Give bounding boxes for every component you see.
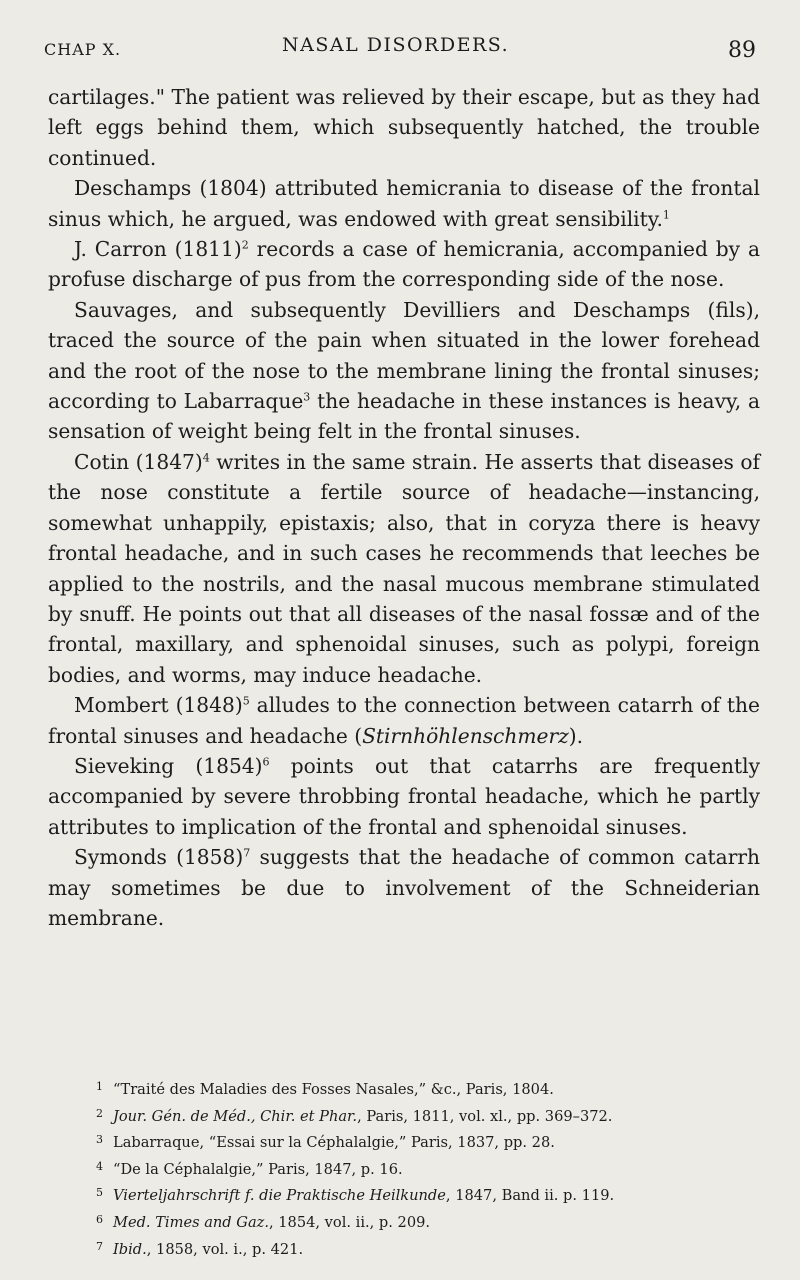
footnote-5 <box>96 1181 786 1208</box>
footnote-mark: 1 <box>96 1080 103 1093</box>
footnote-source: Jour. Gén. de Méd., Chir. et Phar. <box>113 1107 358 1125</box>
footnote-mark: 6 <box>96 1212 103 1226</box>
paragraph-symonds <box>48 842 760 933</box>
footnote-ref[interactable]: 7 <box>243 846 251 860</box>
chapter-label: CHAP X. <box>44 40 122 59</box>
paragraph-sieveking <box>48 751 760 842</box>
footnote-4 <box>96 1155 786 1182</box>
footnote-ref[interactable]: 6 <box>262 755 270 769</box>
footnote-1 <box>96 1075 786 1102</box>
footnote-3 <box>96 1128 786 1155</box>
running-title: NASAL DISORDERS. <box>282 34 510 56</box>
page-number: 89 <box>728 38 756 63</box>
running-header <box>0 34 800 74</box>
footnote-7 <box>96 1235 786 1262</box>
paragraph-text: points out that catarrhs are frequently accompanied by severe throbbing frontal headache, which he partly attributes to implication of the frontal and sphenoidal sinuses. <box>48 753 760 839</box>
body-text <box>48 82 760 933</box>
footnote-text: , 1847, Band ii. p. 119. <box>445 1187 615 1205</box>
paragraph-text: Cotin (1847) <box>74 449 203 474</box>
footnote-text: , Paris, 1811, vol. xl., pp. 369–372. <box>357 1107 613 1125</box>
footnote-source: Med. Times and Gaz. <box>113 1213 269 1231</box>
paragraph-text: Sieveking (1854) <box>74 753 263 778</box>
paragraph-cotin <box>48 447 760 690</box>
footnote-text: “Traité des Maladies des Fosses Nasales,” &c., Paris, 1804. <box>113 1081 554 1098</box>
footnote-ref[interactable]: 5 <box>242 694 250 708</box>
footnote-source: Ibid. <box>113 1240 147 1258</box>
footnote-ref[interactable]: 4 <box>202 451 210 465</box>
paragraph-text: suggests that the headache of common catarrh may sometimes be due to involvement of the Schneiderian membrane. <box>48 845 760 930</box>
footnote-text: , 1858, vol. i., p. 421. <box>146 1240 304 1258</box>
footnote-mark: 7 <box>96 1239 103 1253</box>
paragraph-text: writes in the same strain. He asserts that diseases of the nose constitute a fertile source of headache—instancing, somewhat unhappily, epistaxis; also, that in coryza there is heavy frontal headache, and in such cases he recommends that leeches be applied to the nostrils, and the nasal mucous membrane stimulated by snuff. He points out that all diseases of the nasal fossæ and of the frontal, maxillary, and sphenoidal sinuses, such as polypi, foreign bodies, and worms, may induce headache. <box>48 449 761 687</box>
paragraph-mombert <box>48 690 760 751</box>
footnote-ref[interactable]: 3 <box>303 390 311 404</box>
paragraph-deschamps <box>48 173 760 234</box>
paragraph-text: Mombert (1848) <box>74 693 243 718</box>
paragraph-text: Symonds (1858) <box>74 845 244 870</box>
footnote-mark: 2 <box>96 1106 103 1120</box>
paragraph-text: ). <box>568 723 584 748</box>
paragraph-text: alludes to the connection between catarrh of the frontal sinuses and headache ( <box>48 693 760 748</box>
paragraph-sauvages <box>48 295 760 447</box>
footnote-6 <box>96 1208 786 1235</box>
paragraph-text: cartilages." The patient was relieved by their escape, but as they had left eggs behind them, which subsequently hatched, the trouble continued. <box>48 85 760 170</box>
footnotes <box>96 1075 786 1261</box>
paragraph-text: Sauvages, and subsequently Devilliers and Deschamps (fils), traced the source of the pain when situated in the lower forehead and the root of the nose to the membrane lining the frontal sinuses; according to Labarraque <box>48 297 760 414</box>
paragraph-text: records a case of hemicrania, accompanied by a profuse discharge of pus from the corresponding side of the nose. <box>48 237 760 292</box>
paragraph-text: Deschamps (1804) attributed hemicrania to disease of the frontal sinus which, he argued, was endowed with great sensibility. <box>48 176 760 231</box>
footnote-text: “De la Céphalalgie,” Paris, 1847, p. 16. <box>113 1160 403 1178</box>
footnote-mark: 5 <box>96 1186 103 1200</box>
footnote-source: Vierteljahrschrift f. die Praktische Heilkunde <box>113 1187 446 1205</box>
paragraph-text: J. Carron (1811) <box>74 237 242 262</box>
footnote-ref[interactable]: 2 <box>241 238 249 252</box>
footnote-text: , 1854, vol. ii., p. 209. <box>268 1213 431 1231</box>
footnote-2 <box>96 1102 786 1129</box>
paragraph-continuation <box>48 82 760 173</box>
paragraph-carron <box>48 234 760 295</box>
footnote-text: Labarraque, “Essai sur la Céphalalgie,” Paris, 1837, pp. 28. <box>113 1134 555 1152</box>
footnote-ref[interactable]: 1 <box>662 207 670 221</box>
footnote-mark: 3 <box>96 1133 103 1147</box>
italic-term: Stirnhöhlenschmerz <box>362 723 569 748</box>
footnote-mark: 4 <box>96 1159 103 1173</box>
paragraph-text: the headache in these instances is heavy, a sensation of weight being felt in the frontal sinuses. <box>48 389 760 444</box>
